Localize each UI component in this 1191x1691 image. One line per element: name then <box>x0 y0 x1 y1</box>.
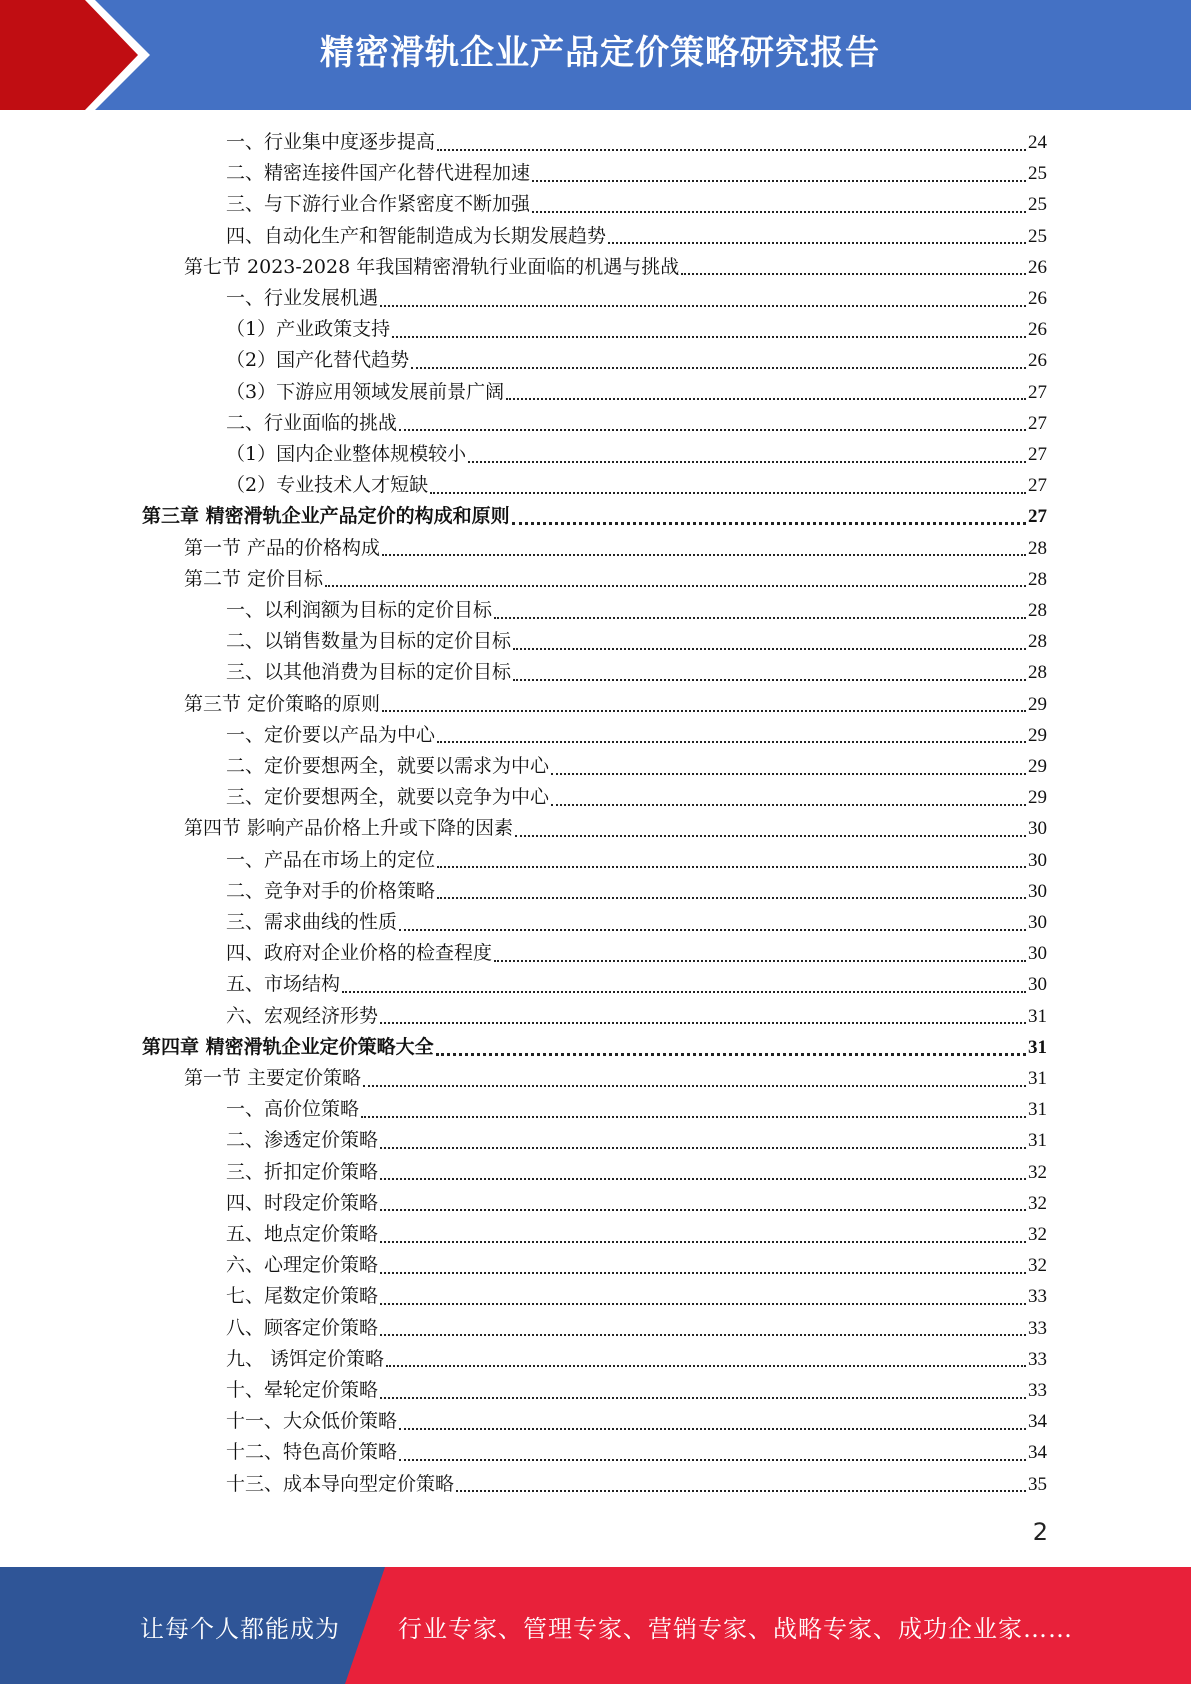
toc-entry-title: 一、产品在市场上的定位 <box>226 848 436 871</box>
page-header <box>0 0 1191 110</box>
toc-entry-title: （1）国内企业整体规模较小 <box>226 443 467 465</box>
toc-entry-title: 二、定价要想两全，就要以需求为中心 <box>226 755 550 777</box>
toc-entry[interactable] <box>142 1032 1047 1063</box>
toc-dot-leader <box>386 1363 1026 1367</box>
toc-entry[interactable] <box>226 1250 1047 1281</box>
toc-entry-page: 25 <box>1028 194 1047 216</box>
toc-dot-leader <box>380 1239 1026 1243</box>
toc-entry-title: 二、以销售数量为目标的定价目标 <box>226 630 512 653</box>
toc-entry-page: 32 <box>1028 1192 1047 1214</box>
toc-entry[interactable] <box>226 314 1047 345</box>
toc-entry-page: 31 <box>1028 1005 1047 1027</box>
toc-dot-leader <box>430 490 1026 494</box>
toc-entry-title: 第七节 2023-2028 年我国精密滑轨行业面临的机遇与挑战 <box>184 255 680 278</box>
toc-entry[interactable] <box>184 1063 1047 1094</box>
toc-entry[interactable] <box>226 1001 1047 1032</box>
toc-dot-leader <box>681 271 1026 275</box>
toc-entry-page: 28 <box>1028 568 1047 590</box>
toc-entry-page: 32 <box>1028 1161 1047 1183</box>
toc-entry-title: 二、渗透定价策略 <box>226 1129 379 1152</box>
toc-entry-title: 二、精密连接件国产化替代进程加速 <box>226 162 531 185</box>
toc-entry[interactable] <box>226 1157 1047 1188</box>
toc-dot-leader <box>380 1395 1026 1399</box>
toc-entry-title: 第三章 精密滑轨企业产品定价的构成和原则 <box>142 505 510 528</box>
toc-dot-leader <box>411 365 1026 369</box>
toc-entry[interactable] <box>184 689 1047 720</box>
toc-entry[interactable] <box>226 969 1047 1000</box>
toc-entry-title: 五、市场结构 <box>226 973 341 996</box>
toc-entry-title: 三、折扣定价策略 <box>226 1160 379 1183</box>
toc-dot-leader <box>380 1207 1026 1211</box>
toc-entry-title: 六、心理定价策略 <box>226 1254 379 1277</box>
toc-entry[interactable] <box>226 470 1047 501</box>
toc-entry-title: （3）下游应用领域发展前景广阔 <box>226 380 505 403</box>
toc-entry-page: 31 <box>1028 1130 1047 1152</box>
toc-entry-page: 26 <box>1028 256 1047 278</box>
page-footer <box>0 1567 1191 1684</box>
toc-dot-leader <box>392 334 1026 338</box>
toc-entry-title: 三、以其他消费为目标的定价目标 <box>226 661 512 684</box>
toc-entry[interactable] <box>226 127 1047 158</box>
toc-dot-leader <box>532 178 1026 182</box>
toc-dot-leader <box>437 739 1026 743</box>
toc-dot-leader <box>399 1457 1026 1461</box>
toc-entry-page: 30 <box>1028 912 1047 933</box>
toc-entry[interactable] <box>226 1219 1047 1250</box>
toc-entry[interactable] <box>226 845 1047 876</box>
toc-entry[interactable] <box>184 533 1047 564</box>
toc-entry-page: 24 <box>1028 132 1047 153</box>
toc-entry[interactable] <box>226 626 1047 657</box>
toc-entry[interactable] <box>226 1469 1047 1500</box>
toc-entry-title: 六、宏观经济形势 <box>226 1004 379 1027</box>
toc-dot-leader <box>506 396 1026 400</box>
toc-entry-title: （2）国产化替代趋势 <box>226 349 410 372</box>
toc-entry[interactable] <box>226 1406 1047 1437</box>
toc-dot-leader <box>380 1176 1026 1180</box>
toc-entry[interactable] <box>226 782 1047 813</box>
toc-entry[interactable] <box>226 408 1047 439</box>
toc-entry-title: 四、自动化生产和智能制造成为长期发展趋势 <box>226 224 607 247</box>
footer-slogan-left: 让每个人都能成为 <box>140 1615 340 1643</box>
toc-entry-title: 四、时段定价策略 <box>226 1191 379 1214</box>
toc-entry-title: 五、地点定价策略 <box>226 1223 379 1245</box>
toc-entry[interactable] <box>226 1281 1047 1312</box>
toc-entry-page: 30 <box>1028 943 1047 965</box>
footer-slogan-right: 行业专家、管理专家、营销专家、战略专家、成功企业家…… <box>398 1615 1073 1643</box>
toc-entry-page: 31 <box>1028 1099 1047 1121</box>
toc-entry[interactable] <box>226 377 1047 408</box>
toc-dot-leader <box>551 802 1026 806</box>
toc-entry[interactable] <box>226 189 1047 220</box>
toc-entry-page: 29 <box>1028 724 1047 746</box>
toc-entry-page: 33 <box>1028 1317 1047 1339</box>
toc-entry[interactable] <box>226 283 1047 314</box>
toc-dot-leader <box>325 583 1026 587</box>
toc-entry-page: 28 <box>1028 631 1047 653</box>
toc-entry-title: 十二、特色高价策略 <box>226 1441 398 1464</box>
toc-entry[interactable] <box>226 876 1047 907</box>
toc-entry[interactable] <box>226 595 1047 626</box>
toc-dot-leader <box>437 147 1026 151</box>
toc-entry-page: 30 <box>1028 849 1047 871</box>
toc-dot-leader <box>382 708 1026 712</box>
toc-entry[interactable] <box>226 1375 1047 1406</box>
toc-entry[interactable] <box>226 345 1047 376</box>
toc-entry[interactable] <box>226 1437 1047 1468</box>
toc-dot-leader <box>399 427 1026 431</box>
toc-entry-title: 四、政府对企业价格的检查程度 <box>226 942 493 965</box>
toc-entry-page: 28 <box>1028 662 1047 684</box>
toc-entry-title: 一、行业集中度逐步提高 <box>226 131 436 153</box>
toc-entry-page: 33 <box>1028 1286 1047 1308</box>
toc-dot-leader <box>399 1426 1026 1430</box>
toc-entry[interactable] <box>184 252 1047 283</box>
toc-entry-page: 34 <box>1028 1442 1047 1464</box>
toc-entry-page: 30 <box>1028 818 1047 840</box>
toc-entry-title: 第一节 产品的价格构成 <box>184 536 381 559</box>
toc-entry-title: 三、需求曲线的性质 <box>226 911 398 933</box>
toc-entry-page: 29 <box>1028 756 1047 777</box>
report-title: 精密滑轨企业产品定价策略研究报告 <box>320 33 880 73</box>
toc-entry-page: 35 <box>1028 1473 1047 1495</box>
toc-entry-title: 八、顾客定价策略 <box>226 1316 379 1339</box>
toc-entry[interactable] <box>226 751 1047 782</box>
toc-dot-leader <box>380 1332 1026 1336</box>
toc-entry-title: 二、竞争对手的价格策略 <box>226 879 436 902</box>
toc-entry[interactable] <box>226 657 1047 688</box>
toc-dot-leader <box>436 1051 1026 1056</box>
toc-entry-page: 27 <box>1028 444 1047 465</box>
toc-entry-title: 二、行业面临的挑战 <box>226 411 398 434</box>
toc-entry-page: 34 <box>1028 1411 1047 1433</box>
toc-entry-page: 28 <box>1028 537 1047 559</box>
toc-entry-title: 三、定价要想两全，就要以竞争为中心 <box>226 786 550 809</box>
toc-dot-leader <box>380 1145 1026 1149</box>
toc-entry-page: 30 <box>1028 974 1047 996</box>
toc-dot-leader <box>551 771 1026 775</box>
toc-entry-title: 第四章 精密滑轨企业定价策略大全 <box>142 1035 434 1058</box>
toc-entry-title: 十、晕轮定价策略 <box>226 1379 379 1401</box>
toc-dot-leader <box>532 209 1026 213</box>
toc-entry-title: 九、 诱饵定价策略 <box>226 1347 385 1370</box>
toc-entry-page: 32 <box>1028 1255 1047 1277</box>
toc-entry[interactable] <box>226 907 1047 938</box>
toc-dot-leader <box>608 240 1026 244</box>
toc-dot-leader <box>382 552 1026 556</box>
toc-dot-leader <box>513 677 1026 681</box>
toc-entry[interactable] <box>226 1313 1047 1344</box>
toc-entry-page: 27 <box>1028 506 1047 528</box>
header-arrow-icon <box>0 0 160 110</box>
toc-entry-title: 第一节 主要定价策略 <box>184 1067 362 1089</box>
toc-entry-title: 第四节 影响产品价格上升或下降的因素 <box>184 817 514 840</box>
toc-entry-page: 26 <box>1028 350 1047 372</box>
toc-entry-page: 31 <box>1028 1036 1047 1058</box>
toc-entry-title: 第三节 定价策略的原则 <box>184 692 381 715</box>
toc-dot-leader <box>456 1488 1026 1492</box>
toc-entry[interactable] <box>226 1094 1047 1125</box>
toc-entry-title: （2）专业技术人才短缺 <box>226 474 429 497</box>
toc-entry-title: 三、与下游行业合作紧密度不断加强 <box>226 193 531 216</box>
toc-dot-leader <box>515 833 1026 837</box>
toc-entry[interactable] <box>226 221 1047 252</box>
toc-dot-leader <box>468 459 1026 463</box>
toc-entry-title: 一、行业发展机遇 <box>226 287 379 309</box>
toc-entry[interactable] <box>226 439 1047 470</box>
toc-entry-page: 33 <box>1028 1380 1047 1401</box>
toc-entry-title: 一、高价位策略 <box>226 1098 360 1121</box>
toc-entry-page: 28 <box>1028 600 1047 621</box>
toc-entry-page: 25 <box>1028 225 1047 247</box>
toc-entry-title: （1）产业政策支持 <box>226 318 391 341</box>
toc-entry[interactable] <box>184 564 1047 595</box>
toc-dot-leader <box>342 989 1026 993</box>
toc-entry-title: 一、定价要以产品为中心 <box>226 723 436 746</box>
toc-entry-page: 33 <box>1028 1348 1047 1370</box>
toc-entry-page: 27 <box>1028 381 1047 403</box>
toc-dot-leader <box>494 958 1026 962</box>
toc-entry[interactable] <box>226 158 1047 189</box>
toc-entry-page: 26 <box>1028 288 1047 309</box>
toc-dot-leader <box>513 646 1026 650</box>
toc-dot-leader <box>361 1114 1026 1118</box>
toc-entry-page: 32 <box>1028 1224 1047 1245</box>
toc-entry-title: 十一、大众低价策略 <box>226 1410 398 1433</box>
toc-entry-page: 29 <box>1028 693 1047 715</box>
toc-dot-leader <box>380 1301 1026 1305</box>
toc-entry[interactable] <box>226 1344 1047 1375</box>
toc-dot-leader <box>494 615 1026 619</box>
toc-dot-leader <box>437 864 1026 868</box>
toc-entry-title: 一、以利润额为目标的定价目标 <box>226 599 493 621</box>
toc-dot-leader <box>363 1083 1026 1087</box>
toc-entry-title: 十三、成本导向型定价策略 <box>226 1472 455 1495</box>
toc-entry-title: 七、尾数定价策略 <box>226 1285 379 1308</box>
toc-entry-page: 27 <box>1028 475 1047 497</box>
toc-entry-page: 27 <box>1028 412 1047 434</box>
toc-dot-leader <box>437 895 1026 899</box>
toc-entry-page: 29 <box>1028 787 1047 809</box>
toc-entry-page: 30 <box>1028 880 1047 902</box>
toc-entry[interactable] <box>226 720 1047 751</box>
toc-entry-page: 31 <box>1028 1068 1047 1089</box>
toc-dot-leader <box>380 1020 1026 1024</box>
page-number: 2 <box>1032 1518 1048 1546</box>
toc-dot-leader <box>380 303 1026 307</box>
toc-entry-page: 26 <box>1028 319 1047 341</box>
toc-dot-leader <box>380 1270 1026 1274</box>
toc-entry[interactable] <box>226 1188 1047 1219</box>
toc-entry-page: 25 <box>1028 163 1047 185</box>
toc-dot-leader <box>512 520 1026 525</box>
toc-entry[interactable] <box>184 813 1047 844</box>
toc-entry-title: 第二节 定价目标 <box>184 567 324 590</box>
toc-entry[interactable] <box>226 1125 1047 1156</box>
toc-entry[interactable] <box>142 501 1047 532</box>
toc-dot-leader <box>399 927 1026 931</box>
toc-entry[interactable] <box>226 938 1047 969</box>
